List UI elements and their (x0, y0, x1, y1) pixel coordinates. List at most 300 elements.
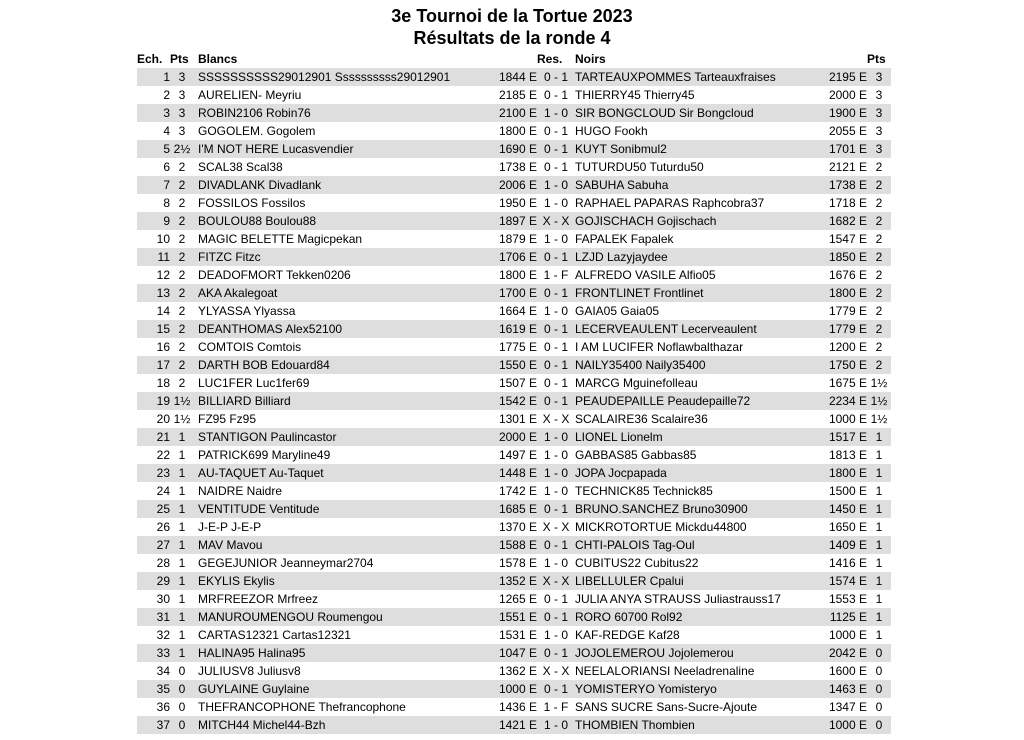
cell-result: 1 - 0 (543, 484, 568, 498)
cell-white-elo: 1421 E (498, 718, 537, 732)
cell-board: 36 (156, 700, 170, 714)
table-row (137, 212, 891, 230)
cell-black-elo: 1750 E (828, 358, 867, 372)
cell-black-points: 1 (875, 466, 883, 480)
cell-result: X - X (542, 664, 570, 678)
cell-black-points: 1 (875, 574, 883, 588)
cell-result: 0 - 1 (543, 286, 568, 300)
cell-black-elo: 1347 E (828, 700, 867, 714)
column-header-pts: Pts (170, 52, 189, 66)
cell-result: 0 - 1 (543, 124, 568, 138)
cell-white-elo: 1000 E (498, 682, 537, 696)
cell-black-points: 2 (875, 286, 883, 300)
cell-black-points: 2 (875, 268, 883, 282)
cell-white-elo: 1619 E (498, 322, 537, 336)
cell-white-player: BILLIARD Billiard (198, 394, 291, 408)
cell-white-points: 2 (178, 214, 186, 228)
cell-white-points: 1½ (173, 394, 191, 408)
cell-white-elo: 1700 E (498, 286, 537, 300)
cell-black-points: 0 (875, 700, 883, 714)
cell-result: 1 - F (543, 268, 569, 282)
cell-result: 0 - 1 (543, 358, 568, 372)
cell-black-player: KAF-REDGE Kaf28 (575, 628, 680, 642)
cell-black-points: 1 (875, 502, 883, 516)
cell-white-elo: 1706 E (498, 250, 537, 264)
cell-white-player: GEGEJUNIOR Jeanneymar2704 (198, 556, 374, 570)
results-table-header (137, 50, 891, 68)
cell-white-player: VENTITUDE Ventitude (198, 502, 320, 516)
cell-white-player: NAIDRE Naidre (198, 484, 283, 498)
table-row (137, 176, 891, 194)
table-row (137, 338, 891, 356)
table-row (137, 608, 891, 626)
document-title: 3e Tournoi de la Tortue 2023 (391, 6, 633, 26)
cell-board: 32 (156, 628, 170, 642)
cell-white-elo: 1897 E (498, 214, 537, 228)
cell-white-player: ROBIN2106 Robin76 (198, 106, 311, 120)
cell-black-player: ALFREDO VASILE Alfio05 (575, 268, 716, 282)
cell-white-elo: 1738 E (498, 160, 537, 174)
cell-result: 1 - 0 (543, 106, 568, 120)
cell-white-player: DIVADLANK Divadlank (198, 178, 322, 192)
cell-black-elo: 1718 E (828, 196, 867, 210)
cell-result: X - X (542, 520, 570, 534)
cell-white-elo: 1742 E (498, 484, 537, 498)
cell-black-points: 3 (875, 142, 883, 156)
table-row (137, 500, 891, 518)
cell-black-player: LZJD Lazyjaydee (575, 250, 668, 264)
cell-white-player: MANUROUMENGOU Roumengou (198, 610, 383, 624)
cell-black-points: 3 (875, 124, 883, 138)
cell-white-player: AURELIEN- Meyriu (198, 88, 302, 102)
cell-white-elo: 1950 E (498, 196, 537, 210)
cell-black-points: 2 (875, 304, 883, 318)
cell-board: 12 (156, 268, 170, 282)
cell-black-elo: 1650 E (828, 520, 867, 534)
cell-black-points: 1 (875, 628, 883, 642)
cell-black-player: TUTURDU50 Tuturdu50 (575, 160, 704, 174)
cell-white-points: 3 (178, 88, 186, 102)
table-row (137, 248, 891, 266)
cell-white-player: MITCH44 Michel44-Bzh (198, 718, 326, 732)
cell-white-player: STANTIGON Paulincastor (198, 430, 337, 444)
cell-black-elo: 2042 E (828, 646, 867, 660)
cell-white-points: 1 (178, 484, 186, 498)
table-row (137, 68, 891, 86)
column-header-white: Blancs (198, 52, 238, 66)
table-row (137, 428, 891, 446)
cell-black-player: CHTI-PALOIS Tag-Oul (575, 538, 695, 552)
cell-white-points: 1 (178, 448, 186, 462)
cell-white-elo: 1497 E (498, 448, 537, 462)
cell-white-elo: 1551 E (498, 610, 537, 624)
cell-board: 6 (163, 160, 170, 174)
cell-white-player: I'M NOT HERE Lucasvendier (198, 142, 354, 156)
cell-white-points: 2 (178, 340, 186, 354)
cell-white-points: 0 (178, 664, 186, 678)
cell-black-points: 1 (875, 448, 883, 462)
cell-black-points: 3 (875, 88, 883, 102)
cell-white-elo: 2100 E (498, 106, 537, 120)
cell-black-points: 2 (875, 196, 883, 210)
cell-black-elo: 1000 E (828, 628, 867, 642)
cell-white-elo: 1550 E (498, 358, 537, 372)
cell-white-player: JULIUSV8 Juliusv8 (198, 664, 301, 678)
cell-black-points: 1 (875, 538, 883, 552)
table-row (137, 644, 891, 662)
cell-white-player: CARTAS12321 Cartas12321 (198, 628, 351, 642)
cell-board: 7 (163, 178, 170, 192)
document-subtitle: Résultats de la ronde 4 (413, 28, 611, 48)
cell-black-elo: 1547 E (828, 232, 867, 246)
cell-black-elo: 1779 E (828, 322, 867, 336)
cell-black-player: MICKROTORTUE Mickdu44800 (575, 520, 747, 534)
table-row (137, 680, 891, 698)
cell-black-player: RORO 60700 Rol92 (575, 610, 683, 624)
cell-white-points: 1 (178, 502, 186, 516)
cell-board: 34 (156, 664, 170, 678)
cell-board: 21 (156, 430, 170, 444)
table-row (137, 464, 891, 482)
cell-result: 1 - 0 (543, 448, 568, 462)
cell-black-elo: 1553 E (828, 592, 867, 606)
cell-white-player: MAGIC BELETTE Magicpekan (198, 232, 363, 246)
cell-black-elo: 1416 E (828, 556, 867, 570)
cell-white-points: 2 (178, 178, 186, 192)
cell-board: 10 (156, 232, 170, 246)
cell-white-points: 2 (178, 286, 186, 300)
cell-black-player: LECERVEAULENT Lecerveaulent (575, 322, 757, 336)
cell-white-points: 3 (178, 106, 186, 120)
column-header-white-elo (491, 50, 537, 68)
cell-black-player: NEELALORIANSI Neeladrenaline (575, 664, 755, 678)
cell-black-points: 2 (875, 178, 883, 192)
cell-black-elo: 2000 E (828, 88, 867, 102)
table-row (137, 518, 891, 536)
column-header-res: Res. (537, 52, 563, 66)
cell-black-elo: 1900 E (828, 106, 867, 120)
cell-white-player: PATRICK699 Maryline49 (198, 448, 331, 462)
table-row (137, 320, 891, 338)
cell-black-points: 1 (875, 610, 883, 624)
cell-white-elo: 1588 E (498, 538, 537, 552)
cell-black-player: GAIA05 Gaia05 (575, 304, 660, 318)
cell-black-player: MARCG Mguinefolleau (575, 376, 698, 390)
table-row (137, 158, 891, 176)
cell-white-points: 1 (178, 430, 186, 444)
cell-white-elo: 2000 E (498, 430, 537, 444)
cell-black-player: TECHNICK85 Technick85 (575, 484, 713, 498)
cell-black-player: PEAUDEPAILLE Peaudepaille72 (575, 394, 751, 408)
table-row (137, 266, 891, 284)
cell-board: 35 (156, 682, 170, 696)
cell-black-points: 1 (875, 592, 883, 606)
cell-board: 31 (156, 610, 170, 624)
cell-black-player: TARTEAUXPOMMES Tarteauxfraises (575, 70, 776, 84)
cell-board: 30 (156, 592, 170, 606)
cell-white-elo: 1047 E (498, 646, 537, 660)
cell-result: 0 - 1 (543, 394, 568, 408)
cell-black-elo: 1800 E (828, 466, 867, 480)
cell-black-points: 0 (875, 718, 883, 732)
cell-result: 0 - 1 (543, 646, 568, 660)
table-row (137, 554, 891, 572)
cell-black-player: SANS SUCRE Sans-Sucre-Ajoute (575, 700, 758, 714)
cell-result: 1 - 0 (543, 556, 568, 570)
results-table-body (137, 68, 891, 734)
cell-result: 0 - 1 (543, 142, 568, 156)
cell-white-player: YLYASSA Ylyassa (198, 304, 296, 318)
cell-black-player: LIBELLULER Cpalui (575, 574, 684, 588)
cell-white-elo: 1578 E (498, 556, 537, 570)
cell-board: 4 (163, 124, 170, 138)
cell-white-points: 1 (178, 628, 186, 642)
cell-white-player: LUC1FER Luc1fer69 (198, 376, 310, 390)
cell-white-player: DEANTHOMAS Alex52100 (198, 322, 343, 336)
cell-board: 3 (163, 106, 170, 120)
cell-black-player: BRUNO.SANCHEZ Bruno30900 (575, 502, 748, 516)
table-row (137, 284, 891, 302)
cell-black-elo: 1574 E (828, 574, 867, 588)
cell-white-elo: 1507 E (498, 376, 537, 390)
cell-result: 1 - 0 (543, 178, 568, 192)
cell-black-player: CUBITUS22 Cubitus22 (575, 556, 699, 570)
cell-black-player: FAPALEK Fapalek (575, 232, 674, 246)
table-row (137, 572, 891, 590)
cell-result: 0 - 1 (543, 88, 568, 102)
cell-white-player: EKYLIS Ekylis (198, 574, 275, 588)
cell-black-points: 1 (875, 430, 883, 444)
cell-black-points: 2 (875, 232, 883, 246)
cell-white-points: 1 (178, 646, 186, 660)
table-row (137, 140, 891, 158)
cell-white-elo: 1448 E (498, 466, 537, 480)
cell-black-player: JOPA Jocpapada (575, 466, 667, 480)
cell-result: 0 - 1 (543, 610, 568, 624)
cell-white-points: 1 (178, 556, 186, 570)
cell-white-points: 3 (178, 70, 186, 84)
cell-white-player: AU-TAQUET Au-Taquet (198, 466, 324, 480)
cell-result: 1 - 0 (543, 466, 568, 480)
cell-board: 1 (163, 70, 170, 84)
cell-board: 33 (156, 646, 170, 660)
cell-black-elo: 1409 E (828, 538, 867, 552)
cell-board: 37 (156, 718, 170, 732)
cell-white-points: 0 (178, 682, 186, 696)
cell-white-elo: 1542 E (498, 394, 537, 408)
cell-white-elo: 1301 E (498, 412, 537, 426)
table-row (137, 86, 891, 104)
cell-black-player: I AM LUCIFER Noflawbalthazar (575, 340, 744, 354)
cell-white-elo: 1879 E (498, 232, 537, 246)
table-row (137, 392, 891, 410)
table-row (137, 662, 891, 680)
cell-board: 20 (156, 412, 170, 426)
cell-white-points: 1 (178, 466, 186, 480)
cell-white-player: FZ95 Fz95 (198, 412, 257, 426)
cell-black-points: 0 (875, 646, 883, 660)
cell-black-player: RAPHAEL PAPARAS Raphcobra37 (575, 196, 765, 210)
cell-board: 17 (156, 358, 170, 372)
cell-white-points: 1 (178, 574, 186, 588)
cell-black-points: 3 (875, 70, 883, 84)
cell-white-player: MRFREEZOR Mrfreez (198, 592, 318, 606)
cell-black-points: 0 (875, 664, 883, 678)
cell-black-player: SIR BONGCLOUD Sir Bongcloud (575, 106, 754, 120)
results-table (137, 50, 891, 734)
cell-black-player: THIERRY45 Thierry45 (575, 88, 695, 102)
cell-black-player: FRONTLINET Frontlinet (575, 286, 704, 300)
cell-white-player: THEFRANCOPHONE Thefrancophone (198, 700, 406, 714)
cell-black-elo: 1600 E (828, 664, 867, 678)
cell-black-points: 1½ (870, 412, 888, 426)
cell-black-player: JOJOLEMEROU Jojolemerou (575, 646, 734, 660)
cell-white-player: FITZC Fitzc (198, 250, 261, 264)
cell-board: 27 (156, 538, 170, 552)
cell-white-points: 2 (178, 304, 186, 318)
table-row (137, 302, 891, 320)
cell-board: 18 (156, 376, 170, 390)
cell-black-elo: 2055 E (828, 124, 867, 138)
cell-board: 23 (156, 466, 170, 480)
cell-white-points: 1½ (173, 412, 191, 426)
table-row (137, 356, 891, 374)
cell-white-player: SSSSSSSSSS29012901 Ssssssssss29012901 (198, 70, 451, 84)
cell-white-elo: 1690 E (498, 142, 537, 156)
cell-white-elo: 1370 E (498, 520, 537, 534)
table-row (137, 482, 891, 500)
cell-black-elo: 2121 E (828, 160, 867, 174)
cell-black-points: 2 (875, 358, 883, 372)
cell-black-player: SABUHA Sabuha (575, 178, 669, 192)
cell-board: 28 (156, 556, 170, 570)
cell-black-player: THOMBIEN Thombien (575, 718, 695, 732)
cell-black-player: KUYT Sonibmul2 (575, 142, 667, 156)
cell-black-elo: 1800 E (828, 286, 867, 300)
cell-white-elo: 1531 E (498, 628, 537, 642)
cell-board: 16 (156, 340, 170, 354)
cell-black-points: 1½ (870, 394, 888, 408)
cell-black-points: 1 (875, 520, 883, 534)
cell-black-player: HUGO Fookh (575, 124, 648, 138)
cell-black-elo: 1779 E (828, 304, 867, 318)
table-row (137, 446, 891, 464)
column-header-ech: Ech. (137, 52, 163, 66)
cell-white-points: 2 (178, 250, 186, 264)
cell-white-player: MAV Mavou (198, 538, 263, 552)
cell-black-player: YOMISTERYO Yomisteryo (575, 682, 717, 696)
cell-white-points: 2 (178, 268, 186, 282)
cell-black-points: 1 (875, 556, 883, 570)
table-row (137, 590, 891, 608)
table-row (137, 122, 891, 140)
cell-black-points: 3 (875, 106, 883, 120)
cell-result: 0 - 1 (543, 322, 568, 336)
cell-white-points: 3 (178, 124, 186, 138)
cell-black-elo: 1517 E (828, 430, 867, 444)
cell-white-player: COMTOIS Comtois (198, 340, 302, 354)
cell-black-points: 2 (875, 322, 883, 336)
cell-white-elo: 2185 E (498, 88, 537, 102)
cell-board: 5 (163, 142, 170, 156)
table-row (137, 410, 891, 428)
cell-black-elo: 1000 E (828, 412, 867, 426)
table-row (137, 374, 891, 392)
cell-white-player: FOSSILOS Fossilos (198, 196, 306, 210)
cell-result: 0 - 1 (543, 70, 568, 84)
cell-white-player: DEADOFMORT Tekken0206 (198, 268, 351, 282)
cell-black-elo: 1813 E (828, 448, 867, 462)
table-row (137, 536, 891, 554)
cell-board: 8 (163, 196, 170, 210)
cell-board: 11 (157, 250, 170, 264)
cell-white-elo: 1436 E (498, 700, 537, 714)
cell-result: X - X (542, 574, 570, 588)
cell-white-points: 1 (178, 610, 186, 624)
cell-result: 1 - 0 (543, 232, 568, 246)
cell-black-elo: 1500 E (828, 484, 867, 498)
cell-black-points: 2 (875, 250, 883, 264)
cell-board: 24 (156, 484, 170, 498)
cell-white-points: 2 (178, 160, 186, 174)
cell-black-points: 2 (875, 340, 883, 354)
cell-board: 15 (156, 322, 170, 336)
table-row (137, 104, 891, 122)
cell-black-elo: 1675 E (828, 376, 867, 390)
cell-black-points: 1 (875, 484, 883, 498)
cell-black-elo: 1850 E (828, 250, 867, 264)
cell-black-player: JULIA ANYA STRAUSS Juliastrauss17 (575, 592, 781, 606)
cell-black-player: GOJISCHACH Gojischach (575, 214, 717, 228)
cell-black-points: 1½ (870, 376, 888, 390)
cell-white-elo: 1265 E (498, 592, 537, 606)
cell-result: 0 - 1 (543, 160, 568, 174)
cell-black-elo: 1200 E (828, 340, 867, 354)
cell-white-elo: 1352 E (498, 574, 537, 588)
cell-black-elo: 1450 E (828, 502, 867, 516)
cell-result: 0 - 1 (543, 340, 568, 354)
column-header-pts-black: Pts (867, 52, 886, 66)
cell-white-player: HALINA95 Halina95 (198, 646, 306, 660)
cell-board: 2 (163, 88, 170, 102)
cell-board: 29 (156, 574, 170, 588)
cell-result: 0 - 1 (543, 682, 568, 696)
cell-board: 9 (163, 214, 170, 228)
cell-white-points: 1 (178, 538, 186, 552)
cell-result: 0 - 1 (543, 538, 568, 552)
cell-black-elo: 2195 E (828, 70, 867, 84)
cell-white-player: SCAL38 Scal38 (198, 160, 283, 174)
cell-white-points: 2 (178, 232, 186, 246)
cell-white-elo: 1800 E (498, 124, 537, 138)
table-row (137, 716, 891, 734)
cell-white-points: 1 (178, 520, 186, 534)
cell-white-player: GOGOLEM. Gogolem (198, 124, 316, 138)
cell-white-player: BOULOU88 Boulou88 (198, 214, 317, 228)
cell-black-elo: 1701 E (828, 142, 867, 156)
cell-white-points: 0 (178, 700, 186, 714)
cell-black-player: SCALAIRE36 Scalaire36 (575, 412, 708, 426)
cell-black-elo: 1738 E (828, 178, 867, 192)
cell-white-points: 1 (178, 592, 186, 606)
cell-white-points: 2½ (173, 142, 191, 156)
cell-result: X - X (542, 412, 570, 426)
cell-black-elo: 1000 E (828, 718, 867, 732)
cell-black-elo: 1125 E (829, 610, 867, 624)
cell-black-elo: 1682 E (828, 214, 867, 228)
cell-board: 25 (156, 502, 170, 516)
cell-board: 13 (156, 286, 170, 300)
